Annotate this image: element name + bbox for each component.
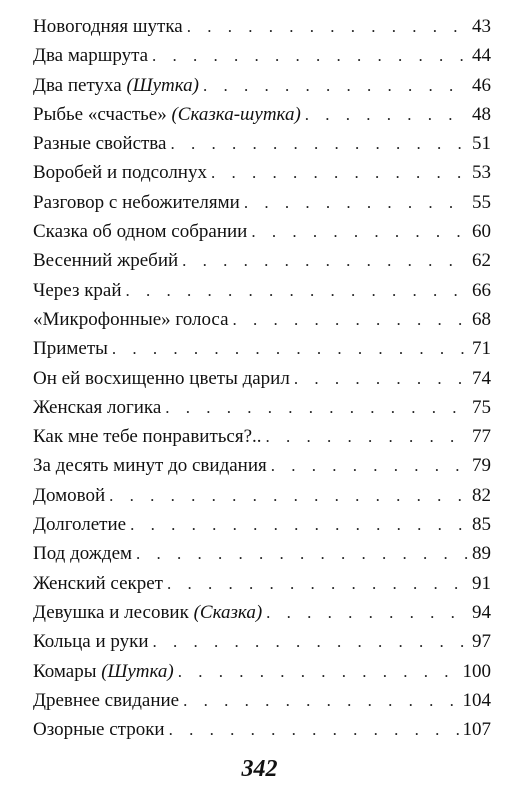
toc-entry-title: Домовой [33,484,106,506]
toc-entry [33,276,491,305]
toc-entry-page: 55 [472,191,491,213]
toc-entry-title: Приметы [33,338,108,360]
toc-entry-title: Кольца и руки [33,631,149,653]
toc-entry-title: Как мне тебе понравиться?.. [33,426,262,448]
toc-leader-dots [266,422,468,451]
toc-entry [33,305,491,334]
toc-entry [33,246,491,275]
toc-entry-page: 82 [472,484,491,506]
toc-entry-title: Он ей восхищенно цветы дарил [33,367,290,389]
toc-entry [33,364,491,393]
toc-entry [33,158,491,187]
toc-entry [33,12,491,41]
toc-leader-dots [233,305,468,334]
toc-entry [33,217,491,246]
toc-leader-dots [126,276,468,305]
toc-entry-page: 43 [472,16,491,37]
toc-leader-dots [271,451,468,480]
page-number: 342 [241,756,278,782]
toc-entry-title: Женская логика [33,396,162,418]
toc-leader-dots [169,715,459,744]
toc-entry [33,41,491,70]
toc-entry-title: Сказка об одном собрании [33,221,248,243]
toc-entry-page: 66 [472,279,491,301]
toc-leader-dots [153,627,468,656]
toc-entry-page: 51 [472,133,491,155]
toc-entry-page: 46 [472,74,491,96]
toc-entry-page: 77 [472,426,491,448]
toc-leader-dots [170,129,468,158]
toc-leader-dots [294,364,468,393]
toc-entry-page: 89 [472,543,491,565]
toc-entry-page: 75 [472,396,491,418]
toc-entry-page: 85 [472,514,491,536]
toc-entry [33,510,491,539]
toc-leader-dots [211,158,468,187]
toc-entry-title: Через край [33,279,122,301]
toc-entry-title: Новогодняя шутка [33,16,183,37]
toc-entry [33,481,491,510]
toc-leader-dots [178,657,459,686]
toc-entry [33,422,491,451]
toc-entry [33,686,491,715]
toc-entry-page: 53 [472,162,491,184]
toc-leader-dots [183,686,458,715]
toc-entry-title: Разговор с небожителями [33,191,240,213]
toc-entry [33,627,491,656]
toc-leader-dots [130,510,468,539]
toc-entry [33,715,491,744]
toc-entry-title: Под дождем [33,543,133,565]
toc-entry [33,539,491,568]
toc-entry-title: Два маршрута [33,45,149,67]
toc-entry-title: Долголетие [33,514,127,536]
toc-leader-dots [136,539,468,568]
toc-leader-dots [152,41,468,70]
toc-entry-title: Озорные строки [33,719,165,741]
toc-entry-page: 44 [472,45,491,67]
toc-entry-title: Девушка и лесовик (Сказка) [33,601,263,623]
toc-entry [33,598,491,627]
toc-entry [33,129,491,158]
toc-leader-dots [112,334,468,363]
toc-entry-title: Древнее свидание [33,689,180,711]
toc-entry [33,100,491,129]
toc-leader-dots [251,217,468,246]
toc-entry-title: Рыбье «счастье» (Сказка-шутка) [33,103,301,125]
toc-entry [33,657,491,686]
toc-entry-page: 94 [472,601,491,623]
toc-leader-dots [203,71,468,100]
toc-entry-page: 97 [472,631,491,653]
toc-entry-page: 100 [462,660,491,682]
toc-entry [33,393,491,422]
toc-entry-page: 71 [472,338,491,360]
toc-entry-page: 104 [462,689,491,711]
toc-entry-page: 48 [472,103,491,125]
toc-entry [33,569,491,598]
toc-entry [33,71,491,100]
toc-entry-page: 107 [462,719,491,741]
toc-leader-dots [266,598,468,627]
toc-entry-page: 60 [472,221,491,243]
toc-leader-dots [187,12,468,41]
toc-leader-dots [182,246,468,275]
toc-leader-dots [305,100,468,129]
toc-entry [33,334,491,363]
toc-entry-title: Женский секрет [33,572,163,594]
toc-entry-page: 79 [472,455,491,477]
toc-leader-dots [167,569,468,598]
toc-entry-page: 91 [472,572,491,594]
toc-entry-title: Разные свойства [33,133,167,155]
toc-entry [33,188,491,217]
toc-entry-title: «Микрофонные» голоса [33,308,229,330]
toc-leader-dots [244,188,468,217]
toc-entry-title: Весенний жребий [33,250,179,272]
table-of-contents [33,12,491,744]
toc-entry-title: За десять минут до свидания [33,455,267,477]
toc-entry-page: 62 [472,250,491,272]
toc-entry [33,451,491,480]
toc-leader-dots [165,393,468,422]
toc-entry-title: Два петуха (Шутка) [33,74,199,96]
toc-entry-page: 74 [472,367,491,389]
toc-leader-dots [109,481,468,510]
toc-entry-title: Комары (Шутка) [33,660,174,682]
toc-entry-title: Воробей и подсолнух [33,162,207,184]
toc-entry-page: 68 [472,308,491,330]
